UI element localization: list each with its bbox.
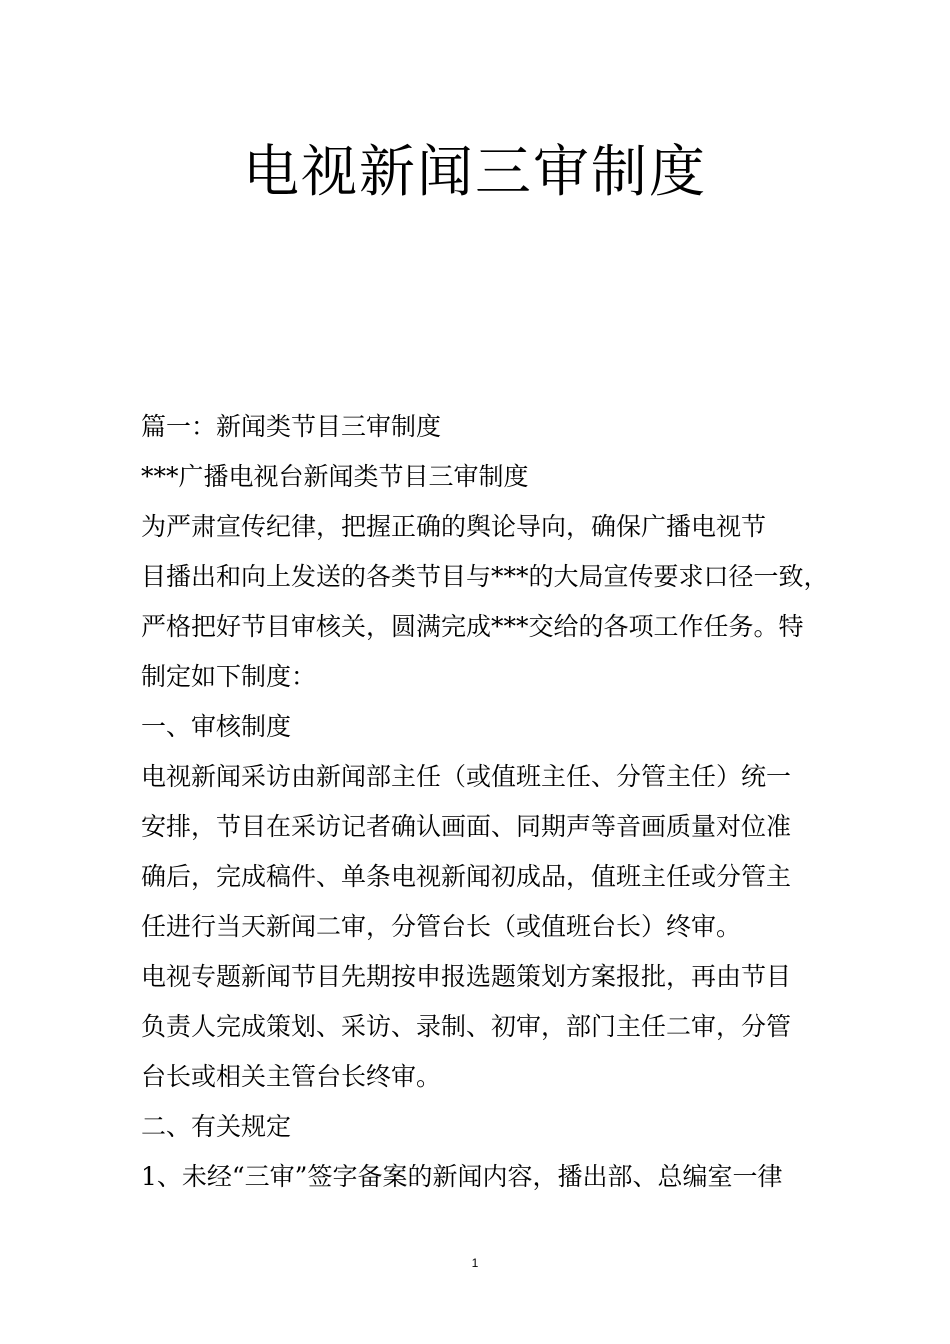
text-line: 安排，节目在采访记者确认画面、同期声等音画质量对位准: [141, 812, 792, 841]
text-line: 台长或相关主管台长终审。: [141, 1062, 442, 1091]
page-number: 1: [471, 1256, 479, 1270]
text-line: 电视新闻采访由新闻部主任（或值班主任、分管主任）统一: [141, 762, 792, 791]
text-line: 目播出和向上发送的各类节目与***的大局宣传要求口径一致，: [141, 562, 829, 591]
text-line: 为严肃宣传纪律，把握正确的舆论导向，确保广播电视节: [141, 512, 767, 541]
text-line: 电视专题新闻节目先期按申报选题策划方案报批，再由节目: [141, 962, 792, 991]
text-line: 篇一：新闻类节目三审制度: [141, 412, 442, 441]
text-line: 确后，完成稿件、单条电视新闻初成品，值班主任或分管主: [141, 862, 792, 891]
section-heading: 二、有关规定: [141, 1112, 292, 1141]
document-title: 电视新闻三审制度: [243, 140, 707, 205]
text-line: 负责人完成策划、采访、录制、初审，部门主任二审，分管: [141, 1012, 792, 1041]
section-heading: 一、审核制度: [141, 712, 292, 741]
text-line: ***广播电视台新闻类节目三审制度: [141, 462, 529, 491]
text-line: 制定如下制度：: [141, 662, 317, 691]
text-line: 严格把好节目审核关，圆满完成***交给的各项工作任务。特: [141, 612, 804, 641]
text-line: 任进行当天新闻二审，分管台长（或值班台长）终审。: [141, 912, 742, 941]
text-line: 1、未经“三审”签字备案的新闻内容，播出部、总编室一律: [141, 1162, 783, 1191]
